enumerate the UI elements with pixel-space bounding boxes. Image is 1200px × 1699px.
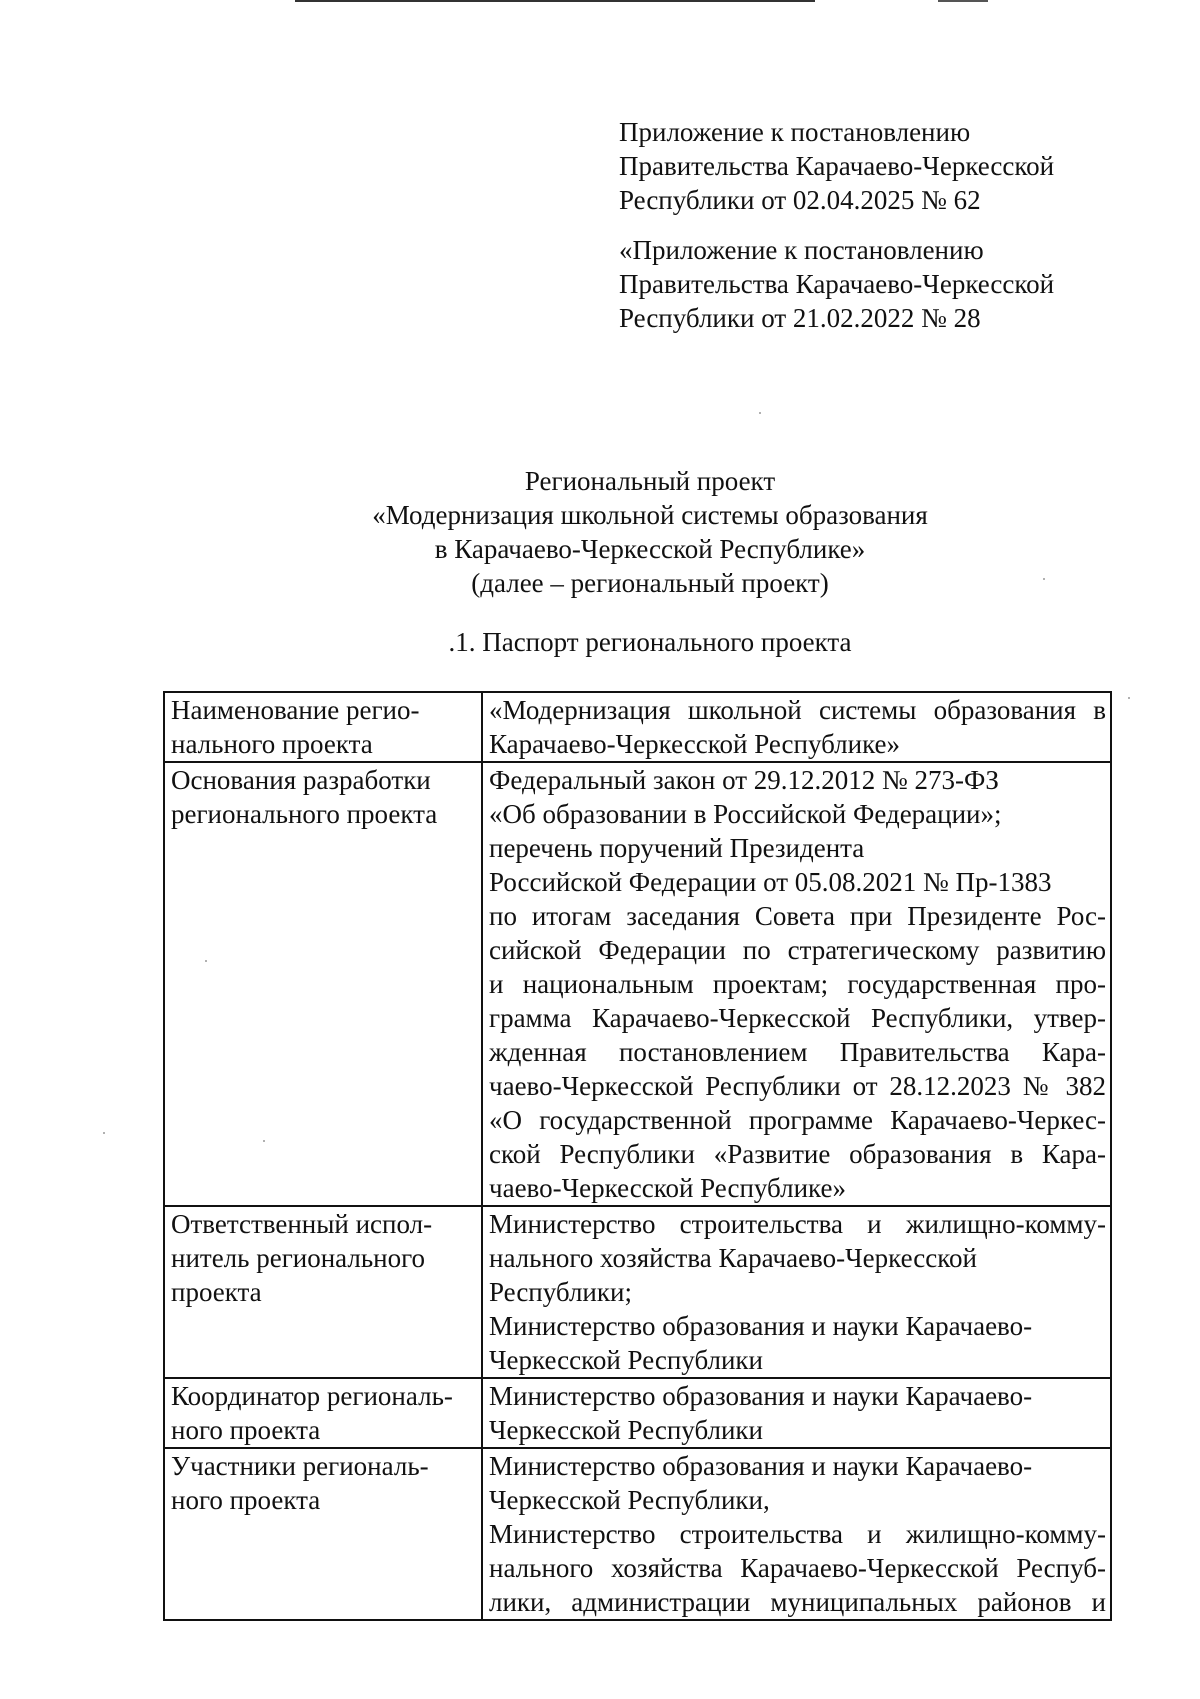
value-line: Министерство образования и науки Карачаево- [489,1311,1033,1341]
label-line: нитель регионального [171,1243,426,1273]
project-title [150,464,1150,600]
row-label [164,762,482,1206]
value-line: нального хозяйства Карачаево-Черкесской [489,1243,977,1273]
table-row [164,1206,1111,1378]
label-line: Участники региональ- [171,1451,429,1481]
row-value [482,762,1111,1206]
value-line: Черкесской Республики [489,1415,763,1445]
appendix-line: «Приложение к постановлению [619,235,984,265]
value-line: перечень поручений Президента [489,833,865,863]
appendix-line: Правительства Карачаево-Черкесской [619,269,1055,299]
value-line: «Модернизация школьной системы образования в [489,695,1106,725]
label-line: ного проекта [171,1415,321,1445]
scan-speck [1128,697,1130,699]
value-line: Карачаево-Черкесской Республике» [489,729,900,759]
scan-top-rule [295,0,815,2]
table-row [164,1448,1111,1620]
row-label [164,1448,482,1620]
scan-speck [759,412,761,414]
appendix-line: Приложение к постановлению [619,117,971,147]
passport-table [163,691,1112,1621]
scan-speck [103,1132,105,1134]
appendix-line: Республики от 02.04.2025 № 62 [619,185,981,215]
label-line: регионального проекта [171,799,438,829]
scan-speck [1043,578,1045,580]
row-value [482,1378,1111,1448]
table-row [164,762,1111,1206]
value-line: Министерство строительства и жилищно-комму- [489,1209,1106,1239]
title-line: «Модернизация школьной системы образования [372,500,928,530]
label-line: проекта [171,1277,262,1307]
appendix-line: Правительства Карачаево-Черкесской [619,151,1055,181]
value-line: Министерство образования и науки Карачаево- [489,1451,1033,1481]
row-value [482,1448,1111,1620]
label-line: Координатор региональ- [171,1381,453,1411]
value-line: чаево-Черкесской Республике» [489,1173,846,1203]
row-value [482,692,1111,762]
value-line: чаево-Черкесской Республики от 28.12.2023 № 382 [489,1071,1106,1101]
label-line: Основания разработки [171,765,431,795]
row-label [164,692,482,762]
value-line: жденная постановлением Правительства Кара- [489,1037,1106,1067]
title-line: (далее – региональный проект) [471,568,829,598]
appendix-note-current [619,115,1139,217]
value-line: Черкесской Республики [489,1345,763,1375]
row-label [164,1206,482,1378]
value-line: Министерство строительства и жилищно-комму- [489,1519,1106,1549]
row-label [164,1378,482,1448]
title-line: Региональный проект [524,466,776,496]
value-line: Министерство образования и науки Карачаево- [489,1381,1033,1411]
value-line: лики, администрации муниципальных районов и [489,1587,1106,1617]
value-line: Российской Федерации от 05.08.2021 № Пр-1383 [489,867,1052,897]
label-line: Наименование регио- [171,695,420,725]
scan-speck [263,1140,265,1142]
value-line: «Об образовании в Российской Федерации»; [489,799,1002,829]
value-line: по итогам заседания Совета при Президенте Рос- [489,901,1106,931]
value-line: Республики; [489,1277,632,1307]
label-line: Ответственный испол- [171,1209,433,1239]
table-row [164,692,1111,762]
value-line: сийской Федерации по стратегическому развитию [489,935,1106,965]
appendix-note-original [619,233,1139,335]
label-line: нального проекта [171,729,373,759]
scan-speck [205,960,207,962]
value-line: ской Республики «Развитие образования в Кара- [489,1139,1106,1169]
value-line: Черкесской Республики, [489,1485,770,1515]
appendix-line: Республики от 21.02.2022 № 28 [619,303,981,333]
title-line: в Карачаево-Черкесской Республике» [434,534,866,564]
value-line: и национальным проектам; государственная про- [489,969,1106,999]
value-line: «О государственной программе Карачаево-Черкес- [489,1105,1106,1135]
value-line: нального хозяйства Карачаево-Черкесской Респуб- [489,1553,1106,1583]
row-value [482,1206,1111,1378]
value-line: Федеральный закон от 29.12.2012 № 273-ФЗ [489,765,999,795]
label-line: ного проекта [171,1485,321,1515]
scan-top-rule-fragment [938,0,988,2]
section-heading: .1. Паспорт регионального проекта [448,627,852,657]
value-line: грамма Карачаево-Черкесской Республики, утвер- [489,1003,1106,1033]
table-row [164,1378,1111,1448]
